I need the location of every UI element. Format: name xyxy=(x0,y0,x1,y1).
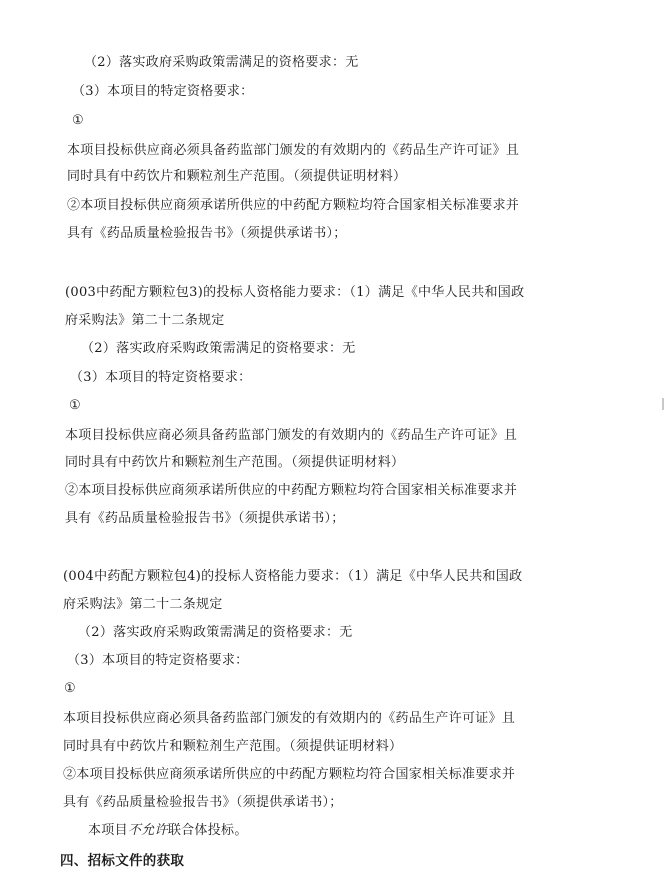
consortium-prefix: 本项目 xyxy=(88,823,128,838)
block3-requirement1-line1: 本项目投标供应商必须具备药监部门颁发的有效期内的《药品生产许可证》且 xyxy=(63,711,516,726)
block1-requirement2-line2: 具有《药品质量检验报告书》（须提供承诺书）； xyxy=(67,226,347,241)
block1-requirement1-line2: 同时具有中药饮片和颗粒剂生产范围。（须提供证明材料） xyxy=(67,169,407,184)
block1-requirement1-line1: 本项目投标供应商必须具备药监部门颁发的有效期内的《药品生产许可证》且 xyxy=(67,143,520,158)
block3-intro-line2: 府采购法》第二十二条规定 xyxy=(63,597,223,612)
block3-circle-one: ① xyxy=(64,681,76,696)
block1-policy-requirement: （2）落实政府采购政策需满足的资格要求：无 xyxy=(84,55,359,70)
block3-policy-requirement: （2）落实政府采购政策需满足的资格要求：无 xyxy=(78,625,353,640)
block1-requirement2-line1: ②本项目投标供应商须承诺所供应的中药配方颗粒均符合国家相关标准要求并 xyxy=(67,198,520,213)
block2-policy-requirement: （2）落实政府采购政策需满足的资格要求：无 xyxy=(81,341,356,356)
block2-intro-line1: (003中药配方颗粒包3)的投标人资格能力要求：（1）满足《中华人民共和国政 xyxy=(65,285,525,300)
consortium-statement xyxy=(88,821,248,841)
block3-specific-requirement-heading: （3）本项目的特定资格要求： xyxy=(67,653,249,668)
block2-requirement2-line1: ②本项目投标供应商须承诺所供应的中药配方颗粒均符合国家相关标准要求并 xyxy=(65,483,518,498)
block3-requirement2-line2: 具有《药品质量检验报告书》（须提供承诺书）； xyxy=(63,795,343,810)
block3-requirement1-line2: 同时具有中药饮片和颗粒剂生产范围。（须提供证明材料） xyxy=(63,739,403,754)
block2-requirement1-line1: 本项目投标供应商必须具备药监部门颁发的有效期内的《药品生产许可证》且 xyxy=(65,428,518,443)
block1-specific-requirement-heading: （3）本项目的特定资格要求： xyxy=(72,84,254,99)
section-heading-bid-document-acquisition: 四、招标文件的获取 xyxy=(60,853,185,869)
block2-specific-requirement-heading: （3）本项目的特定资格要求： xyxy=(70,370,252,385)
consortium-emphasis: 不允许 xyxy=(127,823,168,838)
block2-requirement1-line2: 同时具有中药饮片和颗粒剂生产范围。（须提供证明材料） xyxy=(65,455,405,470)
block2-intro-line2: 府采购法》第二十二条规定 xyxy=(65,313,225,328)
block2-requirement2-line2: 具有《药品质量检验报告书》（须提供承诺书）； xyxy=(65,511,345,526)
block1-circle-one: ① xyxy=(72,113,84,128)
consortium-suffix: 联合体投标。 xyxy=(167,823,248,838)
block3-intro-line1: (004中药配方颗粒包4)的投标人资格能力要求：（1）满足《中华人民共和国政 xyxy=(63,569,523,584)
block2-circle-one: ① xyxy=(69,398,81,413)
block3-requirement2-line1: ②本项目投标供应商须承诺所供应的中药配方颗粒均符合国家相关标准要求并 xyxy=(63,767,516,782)
